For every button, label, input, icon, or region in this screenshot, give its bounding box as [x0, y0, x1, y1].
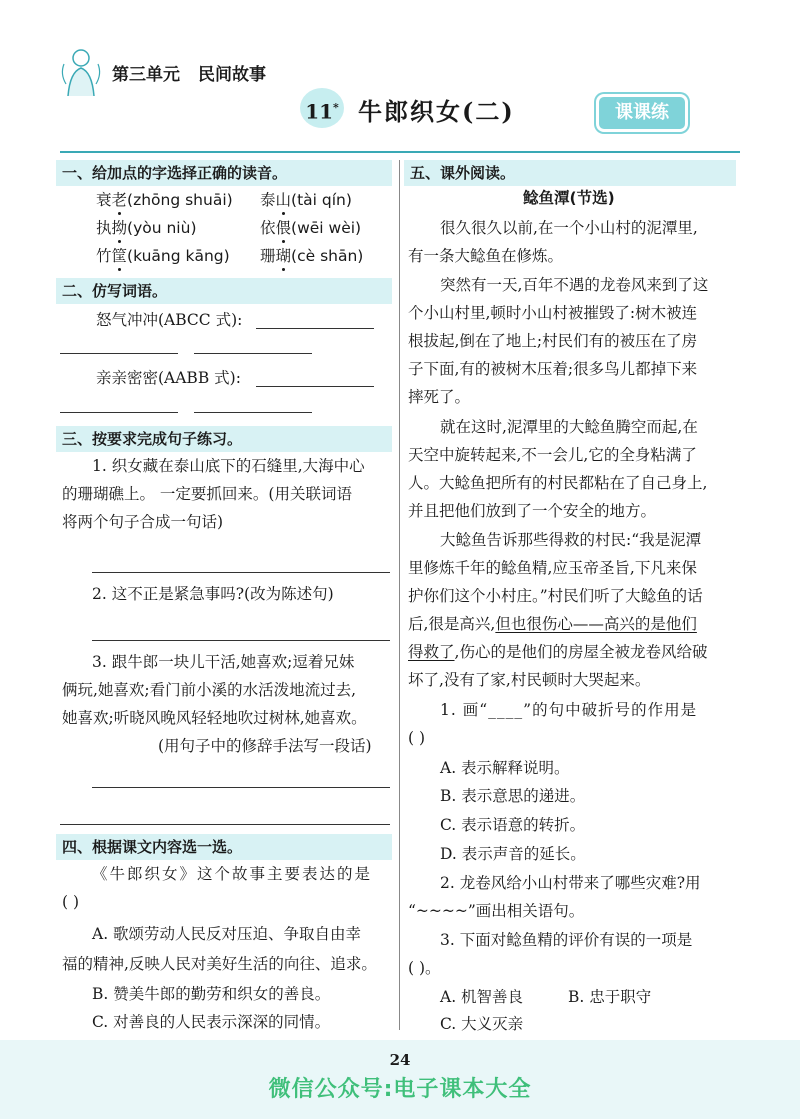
- section-1-heading: 一、给加点的字选择正确的读音。: [56, 160, 392, 186]
- imitate-aabb-label: 亲亲密密(AABB 式):: [96, 369, 241, 387]
- answer-line[interactable]: [92, 787, 390, 788]
- s3-q3-line3: 她喜欢;听晓风晚风轻轻地吹过树林,她喜欢。: [62, 709, 367, 727]
- pinyin-item-2: 泰山(tài qín): [260, 191, 352, 209]
- section-4-heading: 四、根据课文内容选一选。: [56, 834, 392, 860]
- s5-q3-line1: 3. 下面对鲶鱼精的评价有误的一项是: [440, 931, 693, 949]
- s4-option-c: C. 对善良的人民表示深深的同情。: [92, 1013, 331, 1031]
- passage-line: 天空中旋转起来,不一会儿,它的全身粘满了: [408, 446, 697, 464]
- s4-question-line1: 《牛郎织女》这个故事主要表达的是: [92, 865, 373, 883]
- passage-line: 很久很久以前,在一个小山村的泥潭里,: [440, 219, 698, 237]
- passage-line: 坏了,没有了家,村民顿时大哭起来。: [408, 671, 651, 689]
- s4-option-a-line1: A. 歌颂劳动人民反对压迫、争取自由幸: [92, 925, 362, 943]
- pinyin-item-5: 竹筐(kuāng kāng): [96, 247, 230, 265]
- unit-label: [112, 60, 266, 85]
- passage-line: 里修炼千年的鲶鱼精,应玉帝圣旨,下凡来保: [408, 559, 697, 577]
- passage-line: 得救了,伤心的是他们的房屋全被龙卷风给破: [408, 643, 708, 661]
- s5-q1-option-c: C. 表示语意的转折。: [440, 816, 586, 834]
- s5-q1-option-b: B. 表示意思的递进。: [440, 787, 586, 805]
- s5-q1-option-a: A. 表示解释说明。: [440, 759, 570, 777]
- s5-q3-option-a: A. 机智善良: [440, 988, 524, 1006]
- pinyin-item-6: 珊瑚(cè shān): [260, 247, 364, 265]
- passage-line: 有一条大鲶鱼在修炼。: [408, 247, 564, 265]
- wechat-watermark: 微信公众号:电子课本大全: [268, 1077, 532, 1102]
- s5-q3-option-b: B. 忠于职守: [568, 988, 652, 1006]
- s5-q3-option-c: C. 大义灭亲: [440, 1015, 524, 1033]
- s4-option-b: B. 赞美牛郎的勤劳和织女的善良。: [92, 985, 331, 1003]
- passage-line: 子下面,有的被树木压着;很多鸟儿都掉下来: [408, 360, 698, 378]
- passage-line: 就在这时,泥潭里的大鲶鱼腾空而起,在: [440, 418, 698, 436]
- page-number: 24: [389, 1051, 411, 1069]
- underlined-sentence: 但也很伤心——高兴的是他们: [495, 615, 697, 633]
- passage-line: 个小山村里,顿时小山村被摧毁了:树木被连: [408, 304, 698, 322]
- imitate-abcc-label: 怒气冲冲(ABCC 式):: [96, 311, 243, 329]
- header-divider: [60, 151, 740, 153]
- passage-line: 后,很是高兴,但也很伤心——高兴的是他们: [408, 615, 697, 633]
- section-5-heading: 五、课外阅读。: [404, 160, 736, 186]
- s3-q1-line3: 将两个句子合成一句话): [62, 513, 224, 531]
- passage-line: 并且把他们放到了一个安全的地方。: [408, 502, 657, 520]
- s5-q1-line2: ( ): [408, 729, 426, 747]
- passage-title: 鲶鱼潭(节选): [523, 189, 615, 207]
- pinyin-item-1: 衰老(zhōng shuāi): [96, 191, 233, 209]
- s5-q2-line1: 2. 龙卷风给小山村带来了哪些灾难?用: [440, 874, 701, 892]
- pinyin-item-3: 执拗(yòu niù): [96, 219, 197, 237]
- answer-line[interactable]: [194, 353, 312, 354]
- answer-line[interactable]: [256, 328, 374, 329]
- section-2-heading: 二、仿写词语。: [56, 278, 392, 304]
- s3-q3-line2: 俩玩,她喜欢;看门前小溪的水活泼地流过去,: [62, 681, 357, 699]
- unit-number: 第三单元: [112, 65, 180, 85]
- passage-line: 护你们这个小村庄。”村民们听了大鲶鱼的话: [408, 587, 703, 605]
- answer-line[interactable]: [60, 412, 178, 413]
- passage-line: 突然有一天,百年不遇的龙卷风来到了这: [440, 276, 709, 294]
- passage-line: 摔死了。: [408, 388, 471, 406]
- passage-line: 人。大鲶鱼把所有的村民都粘在了自己身上,: [408, 474, 708, 492]
- section-3-heading: 三、按要求完成句子练习。: [56, 426, 392, 452]
- s3-q1-line2: 的珊瑚礁上。 一定要抓回来。(用关联词语: [62, 485, 352, 503]
- cowherd-silhouette-icon: [58, 44, 104, 100]
- s4-option-a-line2: 福的精神,反映人民对美好生活的向往、追求。: [62, 955, 377, 973]
- practice-badge: 课课练: [596, 94, 688, 132]
- s4-question-line2: ( ): [62, 893, 80, 911]
- page-title: 牛郎织女(二): [358, 97, 515, 126]
- s3-q3-line1: 3. 跟牛郎一块儿干活,她喜欢;逗着兄妹: [92, 653, 355, 671]
- lesson-number: 11*: [300, 88, 344, 128]
- passage-line: 大鲶鱼告诉那些得救的村民:“我是泥潭: [440, 531, 702, 549]
- s5-q2-line2: “~~~~”画出相关语句。: [408, 902, 585, 920]
- underlined-sentence: 得救了: [408, 643, 455, 661]
- answer-line[interactable]: [92, 572, 390, 573]
- answer-line[interactable]: [60, 824, 390, 825]
- s3-q2: 2. 这不正是紧急事吗?(改为陈述句): [92, 585, 334, 603]
- answer-line[interactable]: [60, 353, 178, 354]
- answer-line[interactable]: [256, 386, 374, 387]
- s5-q1-option-d: D. 表示声音的延长。: [440, 845, 586, 863]
- passage-line: 根拔起,倒在了地上;村民们有的被压在了房: [408, 332, 698, 350]
- column-divider: [399, 160, 400, 1030]
- s5-q1-line1: 1. 画“____”的句中破折号的作用是: [440, 701, 698, 719]
- s5-q3-line2: ( )。: [408, 959, 441, 977]
- s3-q1-line1: 1. 织女藏在泰山底下的石缝里,大海中心: [92, 457, 365, 475]
- pinyin-item-4: 依偎(wēi wèi): [260, 219, 362, 237]
- s3-q3-line4: (用句子中的修辞手法写一段话): [158, 737, 372, 755]
- answer-line[interactable]: [194, 412, 312, 413]
- answer-line[interactable]: [92, 640, 390, 641]
- unit-name: 民间故事: [198, 65, 266, 85]
